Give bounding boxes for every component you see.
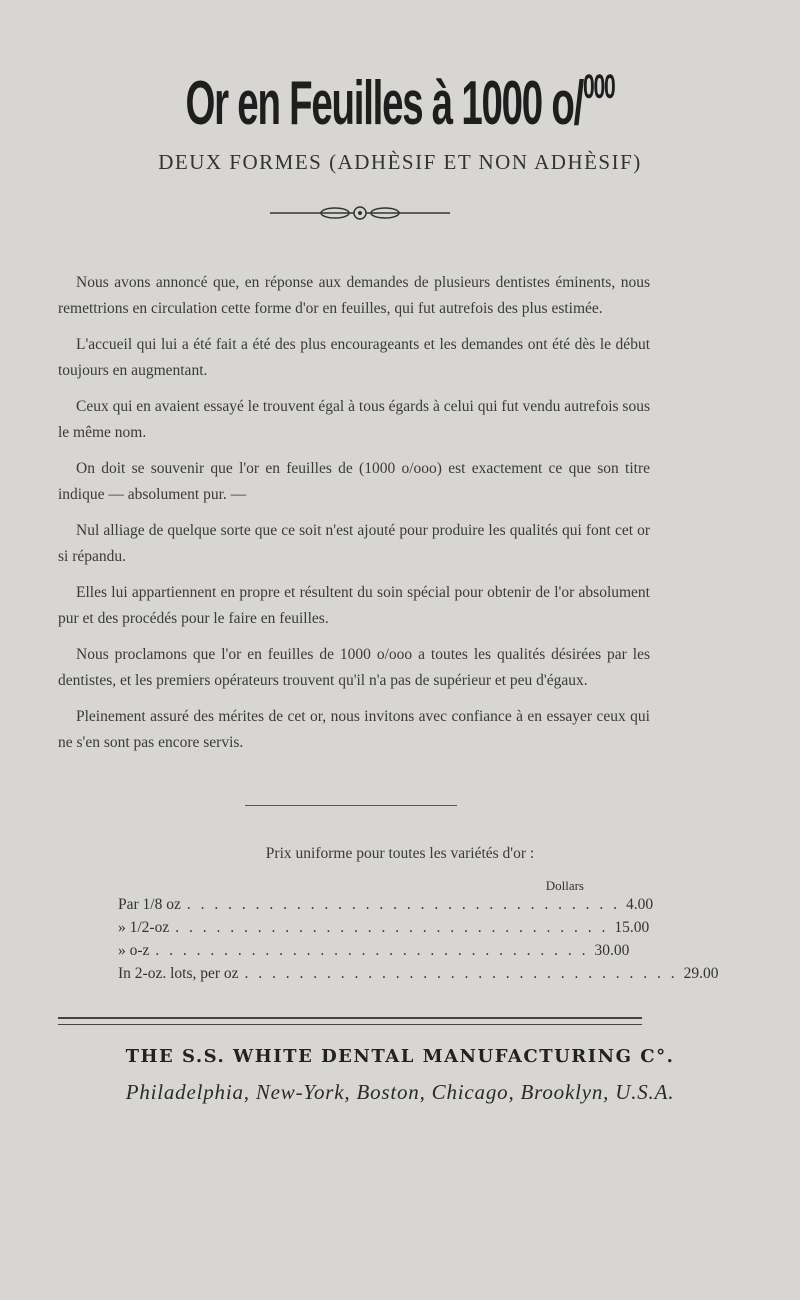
ornament-divider-icon [265, 200, 455, 226]
paragraph: Nul alliage de quelque sorte que ce soit n'est ajouté pour produire les qualités qui font cet or si répandu. [58, 522, 650, 565]
section-divider [245, 805, 457, 806]
company-name: THE S.S. WHITE DENTAL MANUFACTURING C°. [125, 1046, 675, 1067]
leader-dots: . . . . . . . . . . . . . . . . . . . . . . . . . . . . . . . . [244, 965, 678, 982]
body-text [58, 270, 650, 766]
price-unit-header: Dollars [545, 878, 584, 893]
paragraph: Nous avons annoncé que, en réponse aux demandes de plusieurs dentistes éminents, nous remettrions en circulation cette forme d'or en feuilles, qui fut autrefois des plus estimée. [58, 274, 650, 317]
price-value: 30.00 [594, 942, 630, 959]
price-row [118, 896, 654, 919]
leader-dots: . . . . . . . . . . . . . . . . . . . . . . . . . . . . . . . . [175, 919, 609, 936]
footer-divider [58, 1017, 642, 1025]
price-row [118, 942, 630, 965]
price-label: » 1/2-oz [118, 919, 170, 936]
leader-dots: . . . . . . . . . . . . . . . . . . . . . . . . . . . . . . . . [155, 942, 589, 959]
paragraph: L'accueil qui lui a été fait a été des plus encourageants et les demandes ont été dès le début toujours en augmentant. [58, 336, 650, 379]
subtitle: DEUX FORMES (ADHÈSIF ET NON ADHÈSIF) [158, 150, 642, 174]
price-heading: Prix uniforme pour toutes les variétés d'or : [265, 845, 535, 862]
company-cities: Philadelphia, New-York, Boston, Chicago, Brooklyn, U.S.A. [125, 1080, 675, 1104]
title-superscript: 000 [583, 68, 615, 107]
price-label: In 2-oz. lots, per oz [118, 965, 239, 982]
price-row [118, 965, 719, 988]
paragraph: Elles lui appartiennent en propre et résultent du soin spécial pour obtenir de l'or absolument pur et des procédés pour le faire en feuilles. [58, 584, 650, 627]
price-value: 29.00 [683, 965, 719, 982]
paragraph: On doit se souvenir que l'or en feuilles de (1000 o/ooo) est exactement ce que son titre indique — absolument pur. — [58, 460, 650, 503]
leader-dots: . . . . . . . . . . . . . . . . . . . . . . . . . . . . . . . . [186, 896, 620, 913]
paragraph: Nous proclamons que l'or en feuilles de 1000 o/ooo a toutes les qualités désirées par les dentistes, et les premiers opérateurs trouvent qu'il n'a pas de supérieur et peu d'égaux. [58, 646, 650, 689]
price-label: Par 1/8 oz [118, 896, 181, 913]
price-label: » o-z [118, 942, 150, 959]
price-row [118, 919, 650, 942]
price-table [118, 878, 719, 988]
page-title [152, 68, 648, 139]
price-value: 15.00 [614, 919, 650, 936]
paragraph: Ceux qui en avaient essayé le trouvent égal à tous égards à celui qui fut vendu autrefois sous le même nom. [58, 398, 650, 441]
price-value: 4.00 [625, 896, 654, 913]
title-main: Or en Feuilles à 1000 o/ [185, 69, 584, 138]
paragraph: Pleinement assuré des mérites de cet or, nous invitons avec confiance à en essayer ceux qui ne s'en sont pas encore servis. [58, 708, 650, 751]
